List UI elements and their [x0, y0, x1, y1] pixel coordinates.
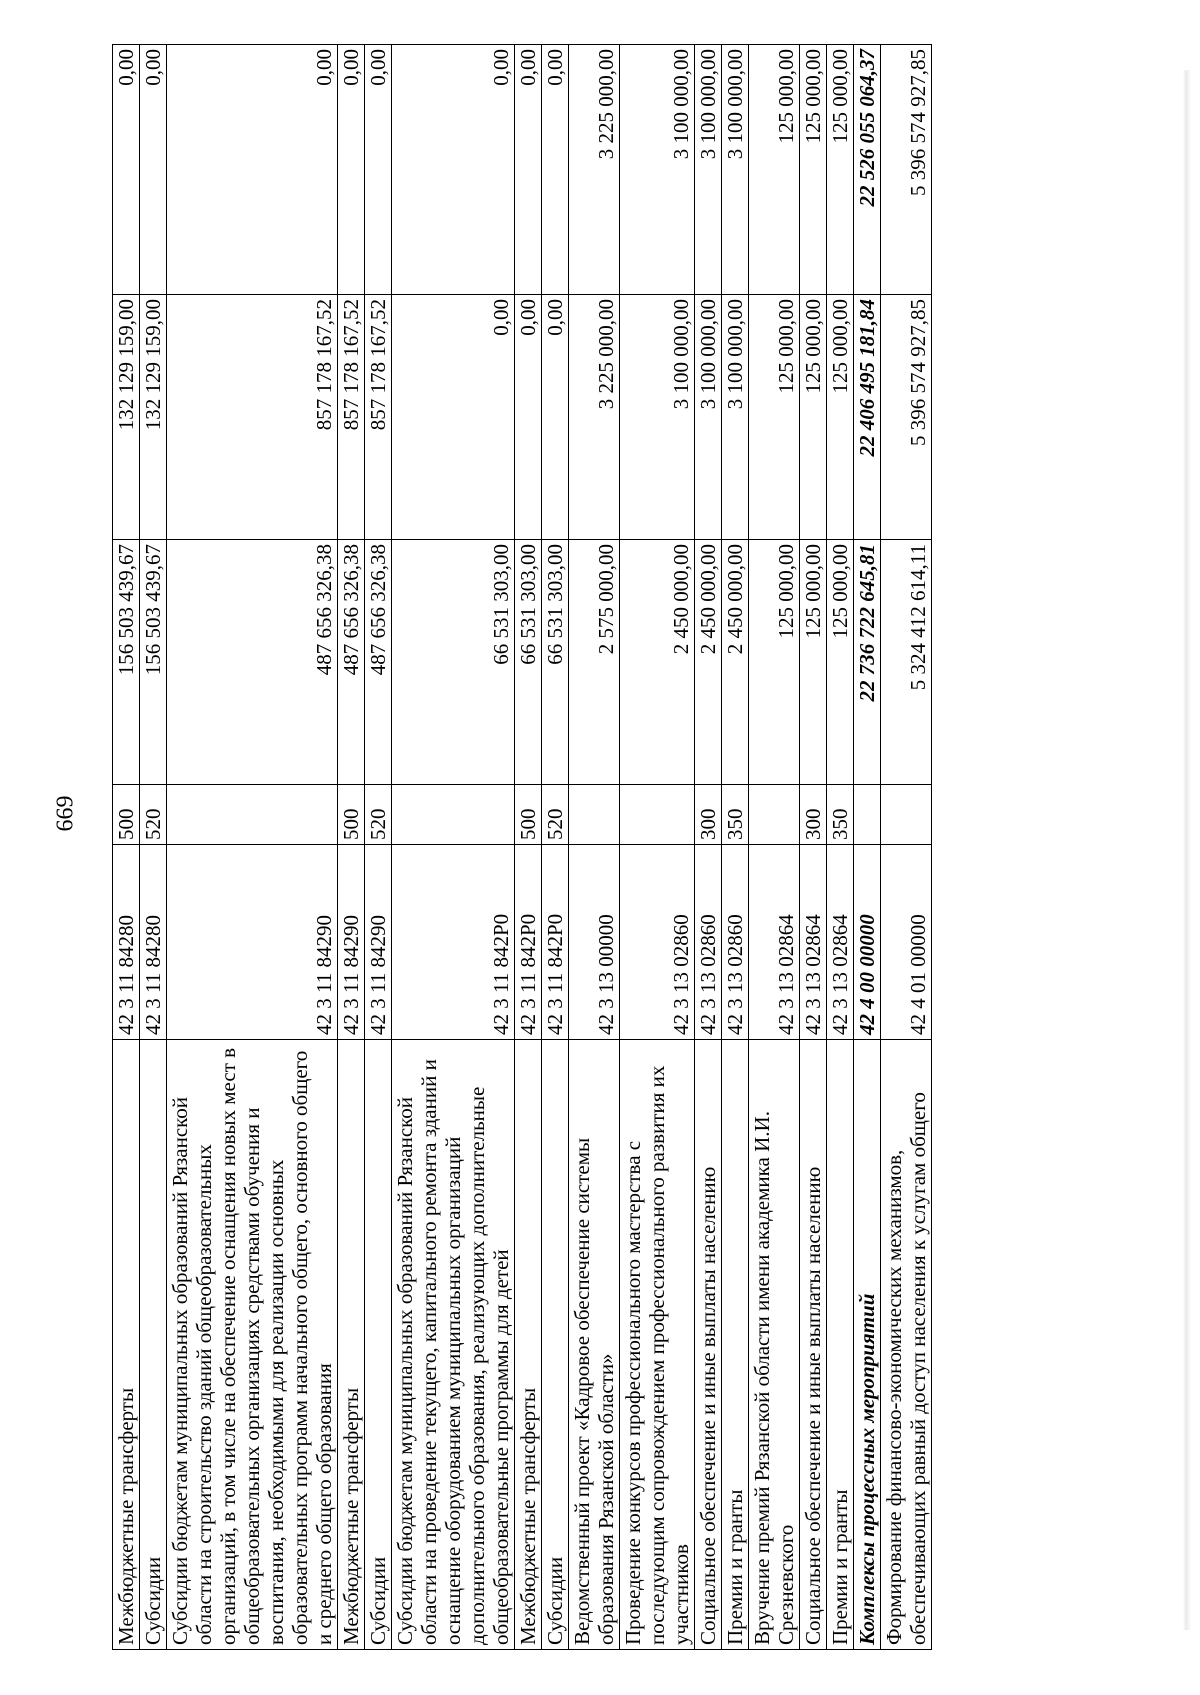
row-amount-2: 125 000,00 [800, 295, 827, 540]
table-body [113, 45, 932, 1650]
row-code: 42 3 11 84290 [338, 845, 365, 1040]
row-name: Формирование финансово-экономических механизмов, обеспечивающих равный доступ населения к услугам общего [881, 1040, 932, 1650]
table-row [167, 45, 338, 1650]
row-name: Социальное обеспечение и иные выплаты населению [800, 1040, 827, 1650]
row-amount-3: 3 225 000,00 [569, 45, 620, 295]
row-amount-1: 22 736 722 645,81 [854, 540, 881, 785]
row-name: Межбюджетные трансферты [113, 1040, 140, 1650]
table-row [569, 45, 620, 1650]
row-expense-type [881, 785, 932, 845]
row-code: 42 3 11 84280 [113, 845, 140, 1040]
table-row [620, 45, 695, 1650]
row-amount-2: 132 129 159,00 [113, 295, 140, 540]
row-amount-1: 2 575 000,00 [569, 540, 620, 785]
row-expense-type [620, 785, 695, 845]
row-expense-type [167, 785, 338, 845]
row-name: Комплексы процессных мероприятий [854, 1040, 881, 1650]
row-amount-1: 66 531 303,00 [542, 540, 569, 785]
row-expense-type: 350 [827, 785, 854, 845]
row-amount-3: 5 396 574 927,85 [881, 45, 932, 295]
row-amount-1: 156 503 439,67 [113, 540, 140, 785]
row-amount-2: 857 178 167,52 [167, 295, 338, 540]
table-row [113, 45, 140, 1650]
row-expense-type [569, 785, 620, 845]
row-expense-type: 300 [800, 785, 827, 845]
row-amount-1: 2 450 000,00 [722, 540, 749, 785]
row-name: Межбюджетные трансферты [515, 1040, 542, 1650]
row-amount-2: 0,00 [515, 295, 542, 540]
row-amount-2: 125 000,00 [827, 295, 854, 540]
row-expense-type: 350 [722, 785, 749, 845]
row-amount-1: 125 000,00 [749, 540, 800, 785]
row-expense-type: 300 [695, 785, 722, 845]
row-name: Субсидии бюджетам муниципальных образований Рязанской области на проведение текущего, капитального ремонта зданий и оснащение оборудованием муниципальных организаций дополнительного образования, реализующих дополнительные общеобразовательные программы для детей [392, 1040, 515, 1650]
row-name: Вручение премий Рязанской области имени академика И.И. Срезневского [749, 1040, 800, 1650]
row-expense-type [749, 785, 800, 845]
row-amount-2: 857 178 167,52 [338, 295, 365, 540]
row-amount-3: 0,00 [392, 45, 515, 295]
row-amount-1: 2 450 000,00 [695, 540, 722, 785]
row-amount-2: 3 100 000,00 [695, 295, 722, 540]
row-amount-1: 5 324 412 614,11 [881, 540, 932, 785]
row-amount-3: 0,00 [542, 45, 569, 295]
table-row [695, 45, 722, 1650]
row-code: 42 3 11 84290 [365, 845, 392, 1040]
row-name: Субсидии [140, 1040, 167, 1650]
row-name: Премии и гранты [722, 1040, 749, 1650]
row-code: 42 4 01 00000 [881, 845, 932, 1040]
row-amount-1: 66 531 303,00 [515, 540, 542, 785]
row-amount-3: 125 000,00 [827, 45, 854, 295]
row-amount-3: 0,00 [167, 45, 338, 295]
row-name: Межбюджетные трансферты [338, 1040, 365, 1650]
row-name: Проведение конкурсов профессионального мастерства с последующим сопровождением профессионального развития их участников [620, 1040, 695, 1650]
row-amount-2: 125 000,00 [749, 295, 800, 540]
row-amount-1: 156 503 439,67 [140, 540, 167, 785]
row-amount-1: 487 656 326,38 [167, 540, 338, 785]
table-row [338, 45, 365, 1650]
row-code: 42 3 13 02864 [827, 845, 854, 1040]
row-name: Субсидии [542, 1040, 569, 1650]
row-code: 42 3 13 02860 [620, 845, 695, 1040]
row-expense-type: 520 [140, 785, 167, 845]
row-amount-1: 125 000,00 [800, 540, 827, 785]
row-amount-2: 0,00 [542, 295, 569, 540]
row-name: Субсидии [365, 1040, 392, 1650]
row-amount-1: 125 000,00 [827, 540, 854, 785]
table-row [392, 45, 515, 1650]
scan-edge-artifact [1183, 70, 1191, 1630]
row-amount-3: 3 100 000,00 [722, 45, 749, 295]
row-amount-2: 132 129 159,00 [140, 295, 167, 540]
table-row [881, 45, 932, 1650]
row-name: Премии и гранты [827, 1040, 854, 1650]
table-row [140, 45, 167, 1650]
row-amount-3: 125 000,00 [800, 45, 827, 295]
row-amount-2: 0,00 [392, 295, 515, 540]
row-code: 42 3 13 02860 [722, 845, 749, 1040]
row-amount-3: 0,00 [515, 45, 542, 295]
row-code: 42 3 13 02864 [749, 845, 800, 1040]
row-expense-type: 500 [515, 785, 542, 845]
row-expense-type: 500 [113, 785, 140, 845]
row-amount-2: 3 100 000,00 [620, 295, 695, 540]
row-amount-2: 5 396 574 927,85 [881, 295, 932, 540]
row-code: 42 3 13 02864 [800, 845, 827, 1040]
row-code: 42 4 00 00000 [854, 845, 881, 1040]
row-amount-3: 0,00 [338, 45, 365, 295]
row-amount-2: 3 225 000,00 [569, 295, 620, 540]
row-code: 42 3 13 00000 [569, 845, 620, 1040]
row-code: 42 3 13 02860 [695, 845, 722, 1040]
row-amount-1: 487 656 326,38 [338, 540, 365, 785]
table-row [749, 45, 800, 1650]
table-row [854, 45, 881, 1650]
row-code: 42 3 11 84280 [140, 845, 167, 1040]
row-name: Социальное обеспечение и иные выплаты населению [695, 1040, 722, 1650]
row-expense-type [392, 785, 515, 845]
table-row [365, 45, 392, 1650]
row-amount-2: 22 406 495 181,84 [854, 295, 881, 540]
table-row [515, 45, 542, 1650]
row-expense-type [854, 785, 881, 845]
row-amount-2: 3 100 000,00 [722, 295, 749, 540]
row-name: Субсидии бюджетам муниципальных образований Рязанской области на строительство зданий общеобразовательных организаций, в том числе на обеспечение оснащения новых мест в общеобразовательных организациях средствами обучения и воспитания, необходимыми для реализации основных образовательных программ начального общего, основного общего и среднего общего образования [167, 1040, 338, 1650]
row-expense-type: 500 [338, 785, 365, 845]
table-row [542, 45, 569, 1650]
table-row [800, 45, 827, 1650]
row-code: 42 3 11 842Р0 [515, 845, 542, 1040]
row-amount-3: 3 100 000,00 [695, 45, 722, 295]
row-amount-1: 2 450 000,00 [620, 540, 695, 785]
row-amount-3: 0,00 [113, 45, 140, 295]
row-amount-2: 857 178 167,52 [365, 295, 392, 540]
page-number: 669 [52, 795, 79, 832]
row-code: 42 3 11 842Р0 [392, 845, 515, 1040]
row-amount-1: 66 531 303,00 [392, 540, 515, 785]
row-amount-1: 487 656 326,38 [365, 540, 392, 785]
row-code: 42 3 11 84290 [167, 845, 338, 1040]
row-amount-3: 3 100 000,00 [620, 45, 695, 295]
table-row [722, 45, 749, 1650]
table-row [827, 45, 854, 1650]
row-amount-3: 125 000,00 [749, 45, 800, 295]
row-amount-3: 0,00 [140, 45, 167, 295]
row-amount-3: 22 526 055 064,37 [854, 45, 881, 295]
row-amount-3: 0,00 [365, 45, 392, 295]
row-name: Ведомственный проект «Кадровое обеспечение системы образования Рязанской области» [569, 1040, 620, 1650]
budget-table [112, 45, 932, 1650]
row-expense-type: 520 [365, 785, 392, 845]
row-expense-type: 520 [542, 785, 569, 845]
row-code: 42 3 11 842Р0 [542, 845, 569, 1040]
